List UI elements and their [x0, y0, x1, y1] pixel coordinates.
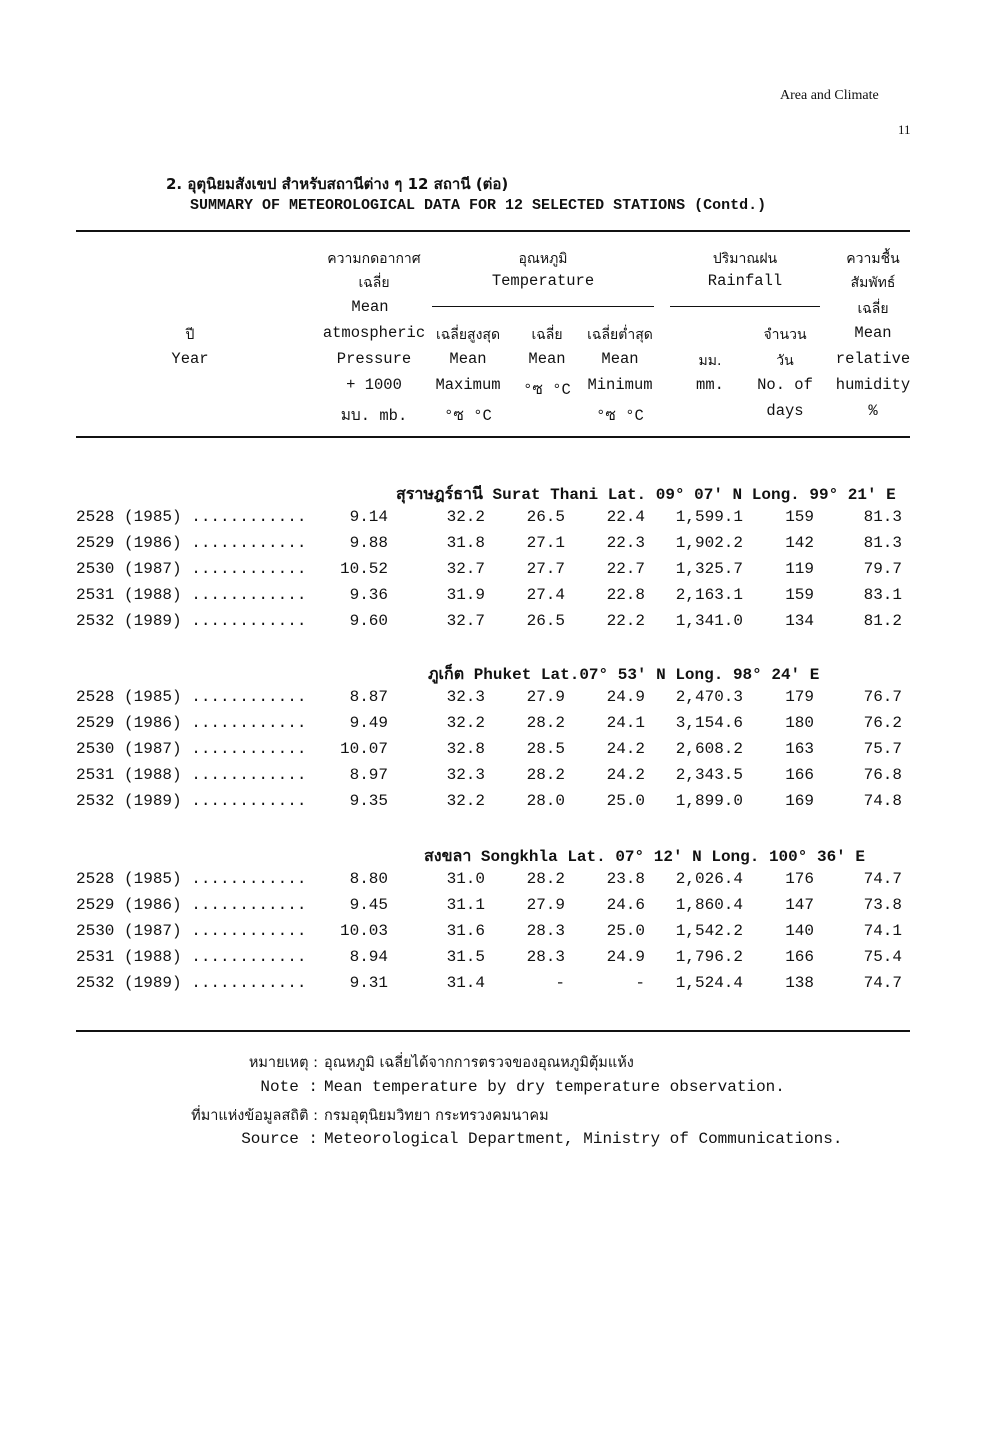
pressure-cell: 9.35 — [349, 792, 388, 810]
min-cell: 25.0 — [606, 922, 645, 940]
table-row — [0, 688, 990, 708]
min-cell: 25.0 — [606, 792, 645, 810]
year-cell: 2530 (1987) ............ — [76, 560, 307, 578]
rain-days-cell: 176 — [785, 870, 814, 888]
table-row — [0, 740, 990, 760]
min-cell: 22.3 — [606, 534, 645, 552]
top-rule — [76, 230, 910, 232]
table-row — [0, 508, 990, 528]
humidity-header-1: Mean — [854, 324, 892, 342]
pressure-header-thai-2: เฉลี่ย — [358, 275, 390, 291]
max-cell: 32.7 — [446, 612, 485, 630]
rain-days-cell: 147 — [785, 896, 814, 914]
year-cell: 2532 (1989) ............ — [76, 792, 307, 810]
year-cell: 2529 (1986) ............ — [76, 714, 307, 732]
station-heading: สุราษฎร์ธานี Surat Thani Lat. 09° 07' N Long. 99° 21' E — [396, 486, 896, 504]
station-heading: สงขลา Songkhla Lat. 07° 12' N Long. 100° 36' E — [424, 848, 865, 866]
mean-cell: 27.9 — [526, 688, 565, 706]
year-cell: 2532 (1989) ............ — [76, 612, 307, 630]
rain-days-cell: 159 — [785, 508, 814, 526]
pressure-header-1: Mean — [351, 298, 389, 316]
min-cell: 23.8 — [606, 870, 645, 888]
rain-days-cell: 119 — [785, 560, 814, 578]
min-cell: 24.1 — [606, 714, 645, 732]
rain-days-cell: 179 — [785, 688, 814, 706]
humidity-cell: 74.7 — [863, 974, 902, 992]
pressure-cell: 8.94 — [349, 948, 388, 966]
source-label-thai: ที่มาแห่งข้อมูลสถิติ : — [191, 1108, 318, 1124]
mean-cell: 28.2 — [526, 766, 565, 784]
year-header: Year — [171, 350, 209, 368]
source-text: Meteorological Department, Ministry of Communications. — [324, 1130, 843, 1148]
rain-mm-cell: 1,542.2 — [675, 922, 743, 940]
humidity-cell: 83.1 — [863, 586, 902, 604]
temperature-group-rule — [432, 306, 654, 307]
mean-cell: 27.7 — [526, 560, 565, 578]
rain-mm-cell: 1,899.0 — [675, 792, 743, 810]
rain-days-cell: 180 — [785, 714, 814, 732]
min-cell: 24.9 — [606, 688, 645, 706]
table-row — [0, 792, 990, 812]
pressure-cell: 9.88 — [349, 534, 388, 552]
rain-mm-cell: 1,902.2 — [675, 534, 743, 552]
rain-mm-header-thai: มม. — [698, 353, 722, 369]
max-cell: 32.3 — [446, 688, 485, 706]
mean-cell: 28.3 — [526, 922, 565, 940]
rain-days-cell: 134 — [785, 612, 814, 630]
station-heading: ภูเก็ต Phuket Lat.07° 53' N Long. 98° 24' E — [428, 666, 820, 684]
note-text-thai: อุณหภูมิ เฉลี่ยได้จากการตรวจของอุณหภูมิตุ้มแห้ง — [324, 1055, 634, 1071]
humidity-cell: 76.2 — [863, 714, 902, 732]
rain-days-cell: 169 — [785, 792, 814, 810]
year-cell: 2530 (1987) ............ — [76, 922, 307, 940]
pressure-unit: มบ. mb. — [340, 407, 408, 425]
temperature-group-header: Temperature — [491, 272, 595, 290]
rain-days-header-1: No. of — [757, 376, 813, 394]
mean-cell: 27.9 — [526, 896, 565, 914]
mean-cell: 28.3 — [526, 948, 565, 966]
rain-mm-cell: 1,860.4 — [675, 896, 743, 914]
pressure-header-thai-1: ความกดอากาศ — [327, 251, 421, 267]
mean-cell: 26.5 — [526, 612, 565, 630]
rain-days-header-2: days — [766, 402, 804, 420]
humidity-cell: 81.2 — [863, 612, 902, 630]
pressure-cell: 9.14 — [349, 508, 388, 526]
max-cell: 31.4 — [446, 974, 485, 992]
humidity-cell: 74.1 — [863, 922, 902, 940]
pressure-header-4: + 1000 — [346, 376, 402, 394]
max-cell: 32.7 — [446, 560, 485, 578]
rain-days-cell: 166 — [785, 948, 814, 966]
rain-days-cell: 159 — [785, 586, 814, 604]
pressure-cell: 10.52 — [339, 560, 388, 578]
table-bottom-rule — [76, 1030, 910, 1032]
max-cell: 32.2 — [446, 714, 485, 732]
year-cell: 2531 (1988) ............ — [76, 948, 307, 966]
table-row — [0, 586, 990, 606]
mean-cell: 26.5 — [526, 508, 565, 526]
rain-days-cell: 140 — [785, 922, 814, 940]
max-cell: 31.6 — [446, 922, 485, 940]
min-cell: 24.2 — [606, 766, 645, 784]
max-header-1: Mean — [449, 350, 487, 368]
humidity-cell: 76.8 — [863, 766, 902, 784]
rain-mm-header: mm. — [696, 376, 724, 394]
mean-unit: °ซ °C — [523, 381, 571, 399]
humidity-cell: 73.8 — [863, 896, 902, 914]
year-cell: 2529 (1986) ............ — [76, 896, 307, 914]
max-cell: 31.9 — [446, 586, 485, 604]
min-unit: °ซ °C — [596, 407, 644, 425]
mean-cell: 28.0 — [526, 792, 565, 810]
max-header-thai: เฉลี่ยสูงสุด — [435, 327, 501, 343]
section-header: Area and Climate — [780, 88, 879, 103]
humidity-header-3: humidity — [835, 376, 911, 394]
min-cell: - — [635, 974, 645, 992]
humidity-cell: 79.7 — [863, 560, 902, 578]
year-cell: 2528 (1985) ............ — [76, 870, 307, 888]
rainfall-group-rule — [670, 306, 820, 307]
min-cell: 22.8 — [606, 586, 645, 604]
max-cell: 31.0 — [446, 870, 485, 888]
pressure-cell: 8.87 — [349, 688, 388, 706]
note-label-thai: หมายเหตุ : — [248, 1055, 318, 1071]
mean-cell: 28.2 — [526, 714, 565, 732]
year-cell: 2531 (1988) ............ — [76, 766, 307, 784]
rainfall-group-header: Rainfall — [707, 272, 783, 290]
max-cell: 32.2 — [446, 508, 485, 526]
humidity-cell: 75.7 — [863, 740, 902, 758]
year-cell: 2529 (1986) ............ — [76, 534, 307, 552]
mean-header-1: Mean — [528, 350, 566, 368]
max-unit: °ซ °C — [444, 407, 492, 425]
humidity-unit: % — [868, 402, 878, 420]
humidity-header-thai-3: เฉลี่ย — [857, 301, 889, 317]
table-row — [0, 974, 990, 994]
max-cell: 32.2 — [446, 792, 485, 810]
min-cell: 22.2 — [606, 612, 645, 630]
note-text: Mean temperature by dry temperature observation. — [324, 1078, 785, 1096]
humidity-cell: 81.3 — [863, 508, 902, 526]
table-row — [0, 870, 990, 890]
min-header-2: Minimum — [587, 376, 653, 394]
mean-cell: 28.5 — [526, 740, 565, 758]
humidity-cell: 74.8 — [863, 792, 902, 810]
source-label: Source : — [241, 1130, 318, 1148]
rain-mm-cell: 2,608.2 — [675, 740, 743, 758]
rain-mm-cell: 1,325.7 — [675, 560, 743, 578]
pressure-cell: 10.03 — [339, 922, 388, 940]
table-title-english: SUMMARY OF METEOROLOGICAL DATA FOR 12 SELECTED STATIONS (Contd.) — [190, 197, 767, 214]
header-bottom-rule — [76, 436, 910, 438]
table-row — [0, 714, 990, 734]
humidity-header-2: relative — [835, 350, 911, 368]
humidity-cell: 81.3 — [863, 534, 902, 552]
max-header-2: Maximum — [435, 376, 501, 394]
year-cell: 2528 (1985) ............ — [76, 508, 307, 526]
rain-mm-cell: 1,524.4 — [675, 974, 743, 992]
rain-days-header-thai-1: จำนวน — [763, 327, 807, 343]
table-row — [0, 560, 990, 580]
min-cell: 24.9 — [606, 948, 645, 966]
table-title-thai: 2. อุตุนิยมสังเขป สำหรับสถานีต่าง ๆ 12 สถานี (ต่อ) — [166, 175, 509, 193]
pressure-cell: 8.97 — [349, 766, 388, 784]
pressure-cell: 9.49 — [349, 714, 388, 732]
min-cell: 24.6 — [606, 896, 645, 914]
pressure-cell: 9.36 — [349, 586, 388, 604]
rainfall-group-thai: ปริมาณฝน — [712, 251, 778, 267]
rain-days-cell: 142 — [785, 534, 814, 552]
pressure-cell: 8.80 — [349, 870, 388, 888]
rain-mm-cell: 2,163.1 — [675, 586, 743, 604]
rain-mm-cell: 2,343.5 — [675, 766, 743, 784]
rain-mm-cell: 1,341.0 — [675, 612, 743, 630]
min-cell: 22.4 — [606, 508, 645, 526]
note-label: Note : — [260, 1078, 318, 1096]
year-cell: 2532 (1989) ............ — [76, 974, 307, 992]
mean-cell: 27.4 — [526, 586, 565, 604]
max-cell: 32.3 — [446, 766, 485, 784]
year-cell: 2531 (1988) ............ — [76, 586, 307, 604]
mean-cell: 27.1 — [526, 534, 565, 552]
min-header-1: Mean — [601, 350, 639, 368]
pressure-cell: 10.07 — [339, 740, 388, 758]
rain-mm-cell: 3,154.6 — [675, 714, 743, 732]
source-text-thai: กรมอุตุนิยมวิทยา กระทรวงคมนาคม — [324, 1108, 549, 1124]
pressure-cell: 9.45 — [349, 896, 388, 914]
rain-mm-cell: 1,796.2 — [675, 948, 743, 966]
max-cell: 31.5 — [446, 948, 485, 966]
pressure-header-2: atmospheric — [322, 324, 426, 342]
year-cell: 2530 (1987) ............ — [76, 740, 307, 758]
max-cell: 31.1 — [446, 896, 485, 914]
rain-days-cell: 138 — [785, 974, 814, 992]
table-row — [0, 534, 990, 554]
table-row — [0, 766, 990, 786]
mean-cell: - — [555, 974, 565, 992]
humidity-header-thai-2: สัมพัทธ์ — [850, 275, 896, 291]
table-row — [0, 612, 990, 632]
humidity-cell: 74.7 — [863, 870, 902, 888]
page-number: 11 — [898, 122, 911, 137]
mean-header-thai: เฉลี่ย — [531, 327, 563, 343]
rain-days-header-thai-2: วัน — [776, 353, 794, 369]
year-header-thai: ปี — [185, 327, 195, 343]
pressure-cell: 9.60 — [349, 612, 388, 630]
mean-cell: 28.2 — [526, 870, 565, 888]
table-row — [0, 922, 990, 942]
max-cell: 31.8 — [446, 534, 485, 552]
table-row — [0, 896, 990, 916]
rain-mm-cell: 1,599.1 — [675, 508, 743, 526]
humidity-cell: 76.7 — [863, 688, 902, 706]
table-row — [0, 948, 990, 968]
humidity-header-thai-1: ความชื้น — [846, 251, 900, 267]
min-cell: 22.7 — [606, 560, 645, 578]
rain-mm-cell: 2,470.3 — [675, 688, 743, 706]
temperature-group-thai: อุณหภูมิ — [518, 251, 568, 267]
min-cell: 24.2 — [606, 740, 645, 758]
year-cell: 2528 (1985) ............ — [76, 688, 307, 706]
rain-mm-cell: 2,026.4 — [675, 870, 743, 888]
pressure-header-3: Pressure — [336, 350, 412, 368]
max-cell: 32.8 — [446, 740, 485, 758]
humidity-cell: 75.4 — [863, 948, 902, 966]
pressure-cell: 9.31 — [349, 974, 388, 992]
rain-days-cell: 166 — [785, 766, 814, 784]
rain-days-cell: 163 — [785, 740, 814, 758]
min-header-thai: เฉลี่ยต่ำสุด — [587, 327, 653, 343]
